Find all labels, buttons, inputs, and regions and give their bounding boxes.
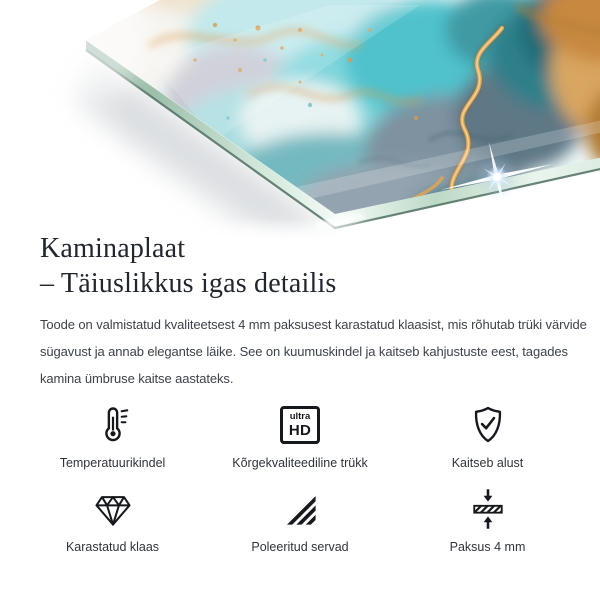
- title-line-1: Kaminaplaat: [40, 233, 186, 264]
- page-title: [40, 231, 337, 301]
- shield-check-icon: [466, 402, 510, 448]
- ultra-hd-text-bottom: HD: [288, 421, 312, 439]
- polished-edges-icon: [278, 486, 322, 532]
- features-grid: [30, 402, 570, 554]
- diamond-icon: [91, 486, 135, 532]
- feature-thickness: [405, 486, 570, 554]
- feature-protects-base: [405, 402, 570, 470]
- ultra-hd-icon: [280, 402, 320, 448]
- feature-label: Karastatud klaas: [65, 540, 160, 554]
- feature-tempered-glass: [30, 486, 195, 554]
- ultra-hd-text-top: ultra: [289, 411, 311, 423]
- feature-label: Paksus 4 mm: [449, 540, 526, 554]
- feature-label: Kaitseb alust: [451, 456, 524, 470]
- glass-panel-image: [0, 0, 600, 240]
- feature-polished-edges: [195, 486, 405, 554]
- product-description: Toode on valmistatud kvaliteetsest 4 mm paksusest karastatud klaasist, mis rõhutab trüki värvide sügavust ja annab elegantse läike. See on kuumuskindel ja kaitseb kahjustuste eest, tagades kamina ümbruse kaitse aastateks.: [40, 317, 587, 386]
- feature-print-quality: [195, 402, 405, 470]
- thickness-press-icon: [466, 486, 510, 532]
- feature-label: Temperatuurikindel: [59, 456, 166, 470]
- feature-label: Kõrgekvaliteediline trükk: [232, 456, 368, 470]
- feature-label: Poleeritud servad: [251, 540, 349, 554]
- product-photo: [0, 0, 600, 240]
- title-line-2: – Täiuslikkus igas detailis: [40, 268, 337, 299]
- feature-temperature: [30, 402, 195, 470]
- thermometer-icon: [91, 402, 135, 448]
